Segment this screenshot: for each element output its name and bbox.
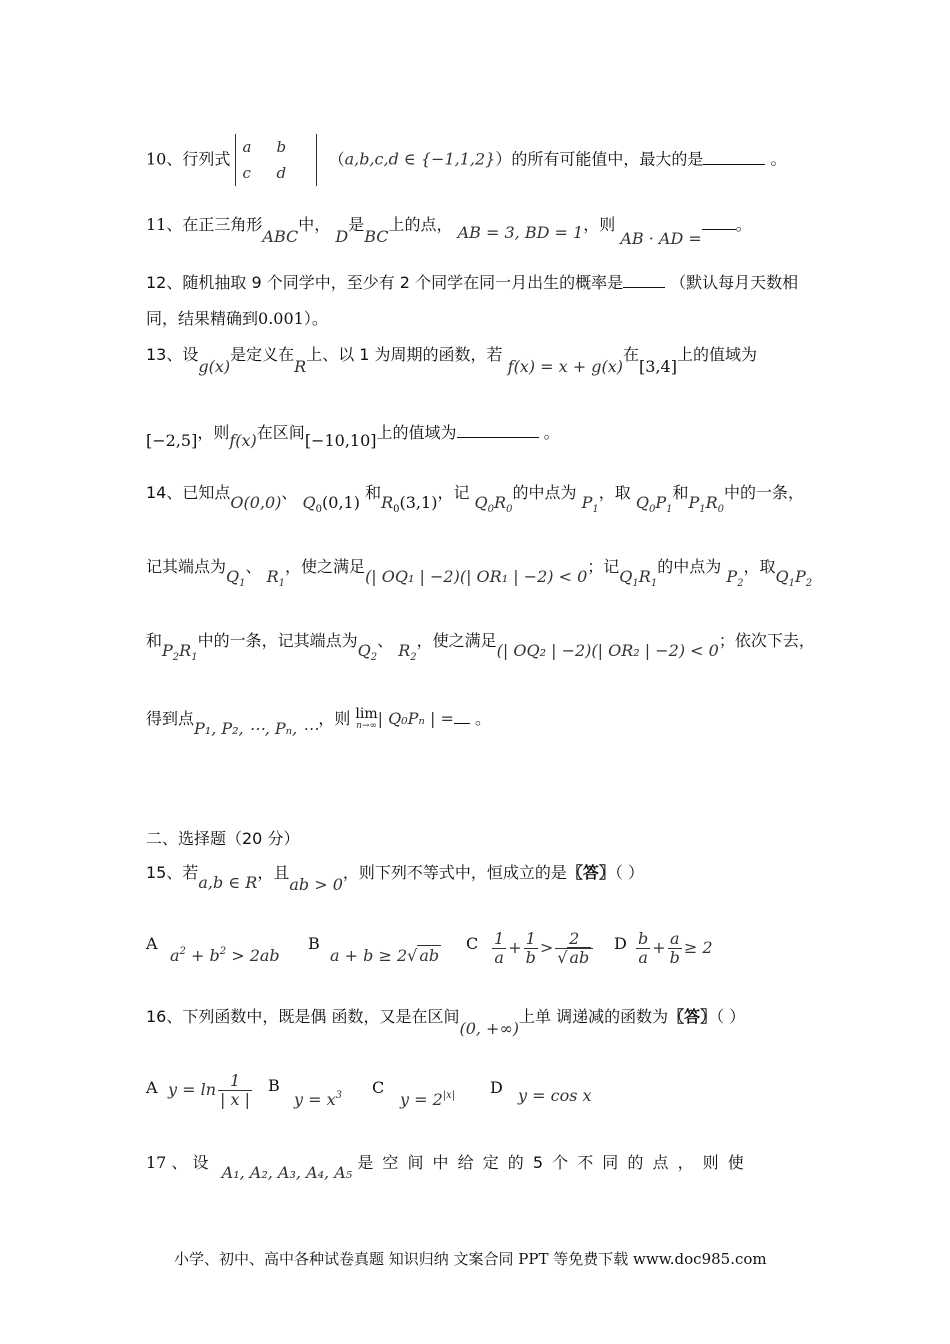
- option-d: $\frac{b}{a}$ + $\frac{a}{b}$ ≥ 2: [638, 929, 713, 967]
- question-13-line2: [146, 420, 560, 450]
- q10-number: 10、: [146, 149, 183, 169]
- question-17: [146, 1150, 806, 1182]
- q14-text-5: 记其端点为: [146, 557, 227, 576]
- page-footer: 小学、初中、高中各种试卷真题 知识归纳 文案合同 PPT 等免费下载 www.doc985.com: [174, 1250, 767, 1268]
- option-c: $y = 2^{|x|}$: [400, 1090, 456, 1109]
- question-15: [146, 860, 644, 894]
- q11-triangle: ABC: [262, 227, 299, 246]
- answer-marker: 〖答〗: [566, 863, 615, 882]
- q13-function-g: g(x): [198, 357, 231, 376]
- q11-point-d: D: [335, 227, 349, 246]
- q11-number: 11、: [146, 215, 183, 234]
- answer-blank: [454, 709, 470, 724]
- option-b-label: B: [308, 934, 320, 953]
- q14-point-r0: R: [381, 493, 394, 512]
- q15-number: 15、若: [146, 863, 199, 882]
- q15-condition-1: a,b ∈ R: [198, 873, 258, 892]
- q17-points: A₁, A₂, A₃, A₄, A₅: [221, 1163, 353, 1182]
- option-b: a + b ≥ 2√ ab: [330, 946, 440, 965]
- option-a-label: A: [146, 934, 158, 953]
- q13-text-4: 上的值域为: [676, 345, 757, 364]
- q12-text-2: （默认每月天数相: [670, 273, 799, 292]
- q14-text-11: 中的一条，记其端点为: [197, 631, 358, 650]
- option-a-label: A: [146, 1078, 158, 1097]
- q15-options: [146, 930, 866, 980]
- q15-text-2: ，则下列不等式中，恒成立的是: [342, 863, 567, 882]
- question-14: 14、已知点O(0,0)、 $Q_0(0,1)$ 和$R_0(3,1)$，记 $Q_0R_0$的中点为 $P_1$，取 $Q_0P_1$和$P_1R_0$中的一条，: [146, 483, 805, 515]
- q14-and-2: 和: [672, 483, 689, 502]
- q13-function-f: f(x) = x + g(x): [507, 357, 623, 376]
- answer-marker: 〖答〗: [668, 1007, 717, 1026]
- option-b: $y = x^3$: [294, 1090, 343, 1109]
- q14-sep-2: 、: [245, 557, 262, 576]
- question-14-line4: [146, 705, 491, 738]
- q11-text: 在正三角形: [182, 215, 263, 234]
- question-12: [146, 270, 798, 293]
- q12-text: 12、随机抽取 9 个同学中，至少有 2 个同学在同一月出生的概率是: [146, 273, 624, 292]
- option-d-label: D: [614, 934, 627, 953]
- q11-text-3: 是: [348, 215, 365, 234]
- det-b: b: [276, 138, 287, 156]
- q14-inequality-2: (| OQ₂ | −2)(| OR₂ | −2) < 0: [496, 641, 719, 660]
- question-12-line2: [146, 306, 328, 329]
- q14-sep-3: 、: [377, 631, 394, 650]
- q15-text: ，且: [257, 863, 290, 882]
- q10-text: 行列式: [182, 149, 231, 169]
- option-c-label: C: [372, 1078, 385, 1097]
- option-c-label: C: [466, 934, 479, 953]
- q14-text-6: ，使之满足: [285, 557, 366, 576]
- q16-number: 16、下列函数中，既是偶 函数，又是在区间: [146, 1007, 460, 1026]
- q14-text-3: ，取: [598, 483, 631, 502]
- q13-text-6: 在区间: [256, 423, 305, 442]
- q13-number: 13、设: [146, 345, 199, 364]
- q14-text-7: ；记: [587, 557, 620, 576]
- option-a: y = ln $\frac{1}{| x |}$: [168, 1071, 251, 1109]
- det-d: d: [276, 164, 287, 182]
- question-10: 10、行列式 a b c d （a,b,c,d ∈ {−1,1,2}）的所有可能值中，最大的是 。: [146, 134, 786, 186]
- q13-text: 是定义在: [230, 345, 295, 364]
- option-d-label: D: [490, 1078, 503, 1097]
- question-14-line3: 和$P_2R_1$中的一条，记其端点为$Q_2$、 $R_2$，使之满足(| OQ₂ | −2)(| OR₂ | −2) < 0；依次下去，: [146, 631, 815, 663]
- option-b-label: B: [268, 1076, 280, 1095]
- question-16: [146, 1004, 746, 1038]
- q14-end: 。: [474, 709, 491, 728]
- q14-sequence: P₁, P₂, ⋯, Pₙ, ⋯: [194, 719, 319, 738]
- option-a: $a^2 + b^2 > 2ab$: [170, 946, 280, 965]
- q13-end: 。: [543, 423, 560, 442]
- q14-and: 和: [365, 483, 382, 502]
- q10-text-2: ）的所有可能值中，最大的是: [495, 149, 704, 169]
- q13-interval-1: [3,4]: [639, 357, 677, 376]
- q14-text-14: 得到点: [146, 709, 195, 728]
- q14-limit-sub: n→∞: [356, 720, 377, 731]
- answer-blank: [702, 215, 736, 230]
- option-d: y = cos x: [518, 1086, 592, 1105]
- q13-function: f(x): [229, 431, 257, 450]
- answer-blank: [457, 423, 539, 438]
- q14-q0-coords: (0,1): [322, 493, 360, 512]
- q14-limit: lim: [355, 705, 378, 722]
- q14-text-10: 和: [146, 631, 163, 650]
- q10-determinant: [235, 134, 317, 186]
- q14-text-8: 的中点为: [657, 557, 722, 576]
- q15-condition-2: ab > 0: [289, 875, 343, 894]
- answer-paren: （ ）: [614, 863, 644, 882]
- q13-domain: R: [294, 357, 307, 376]
- q14-limit-expression: | Q₀Pₙ | =: [377, 709, 454, 728]
- det-c: c: [242, 164, 251, 182]
- q12-text-3: 同，结果精确到: [146, 309, 259, 328]
- q14-text: ，记: [437, 483, 470, 502]
- q11-segment: BC: [364, 227, 389, 246]
- option-c: $\frac{1}{a}$ + $\frac{1}{b}$ > $\frac{2}{√ ab}$: [490, 930, 595, 967]
- q16-options: [146, 1072, 866, 1126]
- answer-blank: [623, 273, 665, 288]
- question-11: [146, 212, 752, 248]
- q13-text-3: 在: [623, 345, 640, 364]
- q14-text-12: ，使之满足: [416, 631, 497, 650]
- q14-point-q0: Q: [302, 493, 316, 512]
- q14-text-15: ，则: [318, 709, 351, 728]
- q13-text-7: 上的值域为: [376, 423, 457, 442]
- q13-interval-3: [−10,10]: [304, 431, 377, 450]
- q14-r0-coords: (3,1): [399, 493, 438, 512]
- q10-condition: a,b,c,d ∈ {−1,1,2}: [344, 149, 496, 169]
- q13-interval-2: [−2,5]: [146, 431, 198, 450]
- q11-condition: AB = 3, BD = 1: [457, 223, 584, 242]
- q11-end: 。: [735, 215, 752, 234]
- q13-text-2: 上、以 1 为周期的函数，若: [306, 345, 503, 364]
- q17-text: 是 空 间 中 给 定 的 5 个 不 同 的 点 ， 则 使: [357, 1153, 746, 1172]
- q14-point-o: O(0,0): [230, 493, 282, 512]
- question-14-line2: 记其端点为$Q_1$、 $R_1$，使之满足(| OQ₁ | −2)(| OR₁ | −2) < 0；记$Q_1R_1$的中点为 $P_2$，取$Q_1P_2$: [146, 557, 813, 589]
- q14-text-4: 中的一条，: [724, 483, 805, 502]
- q14-text-13: ；依次下去，: [718, 631, 815, 650]
- q11-text-5: ，则: [583, 215, 616, 234]
- q11-text-4: 上的点，: [388, 215, 453, 234]
- q16-text: 上单 调递减的函数为: [519, 1007, 669, 1026]
- q11-expression: AB · AD =: [620, 229, 702, 248]
- section-title: 二、选择题（20 分）: [146, 829, 300, 848]
- question-13: [146, 342, 757, 376]
- q14-text-2: 的中点为: [512, 483, 577, 502]
- q17-number: 17 、 设: [146, 1153, 209, 1172]
- q12-end: ）。: [303, 309, 328, 328]
- q10-end: 。: [770, 149, 787, 169]
- q16-interval: (0, +∞): [459, 1019, 520, 1038]
- answer-blank: [703, 150, 765, 165]
- q14-inequality-1: (| OQ₁ | −2)(| OR₁ | −2) < 0: [365, 567, 588, 586]
- answer-paren: （ ）: [716, 1007, 746, 1026]
- q13-text-5: ，则: [197, 423, 230, 442]
- q12-precision: 0.001: [258, 309, 304, 328]
- q14-sep: 、: [281, 483, 298, 502]
- q11-text-2: 中，: [298, 215, 331, 234]
- q14-number: 14、已知点: [146, 483, 231, 502]
- det-a: a: [242, 138, 252, 156]
- q14-text-9: ，取: [743, 557, 776, 576]
